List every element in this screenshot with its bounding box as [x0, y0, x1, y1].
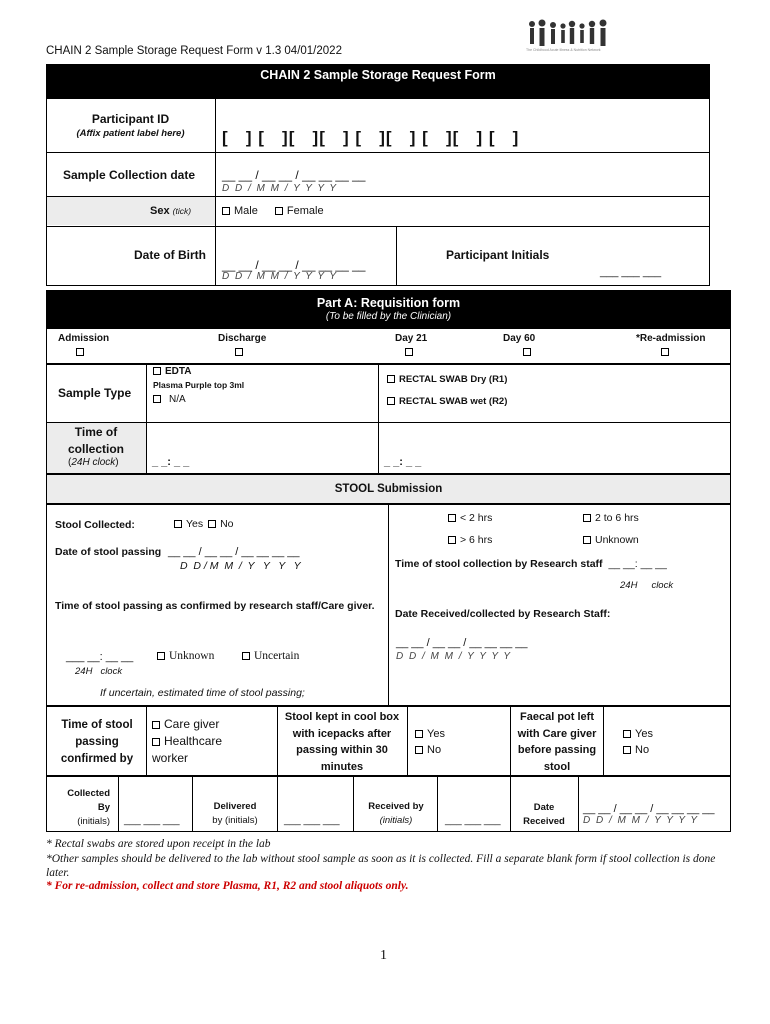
participant-id-field[interactable]: [ ] [ ][ ][ ] [ ][ ] [ ][ ] [ ] [222, 128, 520, 147]
stool-unknown-checkbox[interactable] [157, 652, 165, 660]
two-to-six-option: 2 to 6 hrs [583, 512, 639, 524]
form-title-bar [46, 64, 710, 99]
stool-passing-date-field[interactable]: __ __ / __ __ / __ __ __ __ [168, 546, 300, 558]
collection-date-label: Sample Collection date [63, 168, 196, 182]
male-checkbox[interactable] [222, 207, 230, 215]
logo-caption: The Childhood Acute Illness & Nutrition Network [526, 48, 601, 52]
sex-label: Sex (tick) [150, 205, 192, 217]
page-number: 1 [380, 948, 387, 963]
sample-type-label: Sample Type [58, 386, 132, 400]
dob-format: D D / M M / Y Y Y Y [222, 271, 338, 282]
received-by-label: Received by (initials) [368, 801, 424, 826]
chain-logo-icon [526, 18, 614, 58]
collection-date-format: D D / M M / Y Y Y Y [222, 183, 338, 194]
faecal-no-option: No [623, 744, 649, 756]
day60-checkbox[interactable] [523, 348, 531, 356]
stage-day21: Day 21 [395, 333, 428, 344]
collected-by-label: Collected By (initials) [67, 788, 110, 827]
icepack-yes-option: Yes [415, 728, 445, 740]
date-received-format: D D / M M / Y Y Y Y [583, 815, 699, 826]
initials-field[interactable]: ___ ___ ___ [600, 266, 662, 278]
document-header: CHAIN 2 Sample Storage Request Form v 1.3 04/01/2022 [46, 45, 342, 57]
stool-title-bar: STOOL Submission [46, 474, 731, 504]
two-to-six-checkbox[interactable] [583, 514, 591, 522]
stool-passing-date-format: D D / M M / Y Y Y Y [180, 560, 301, 572]
delivered-by-field[interactable]: ___ ___ ___ [284, 815, 340, 826]
faecal-no-checkbox[interactable] [623, 746, 631, 754]
female-checkbox[interactable] [275, 207, 283, 215]
note-other-samples: *Other samples should be delivered to the lab without stool sample as soon as it is collected. Fill a separate blank form if stool collection is done later. [46, 853, 716, 879]
worker-label: worker [152, 751, 189, 765]
research-time-field[interactable]: __ __: __ __ [608, 558, 667, 570]
unknown2-checkbox[interactable] [583, 536, 591, 544]
swab-dry-option: RECTAL SWAB Dry (R1) [387, 374, 507, 385]
edta-option: EDTA [153, 366, 191, 377]
icepack-no-option: No [415, 744, 441, 756]
stages-row [46, 328, 731, 364]
lt2-option: < 2 hrs [448, 512, 492, 524]
icepack-yes-checkbox[interactable] [415, 730, 423, 738]
stool-yes-checkbox[interactable] [174, 520, 182, 528]
time-clock-hint: (24H clock) [68, 457, 119, 468]
dob-field[interactable]: __ __ / __ __ / __ __ __ __ [222, 258, 366, 272]
admission-checkbox[interactable] [76, 348, 84, 356]
stage-readmission: *Re-admission [636, 333, 706, 344]
time-swab-field[interactable]: _ _: _ _ [384, 456, 422, 468]
faecal-yes-checkbox[interactable] [623, 730, 631, 738]
participant-id-hint: (Affix patient label here) [76, 128, 185, 139]
note-rectal-swabs: * Rectal swabs are stored upon receipt in the lab [46, 838, 271, 850]
stool-collected-options: Yes No [174, 518, 234, 530]
stool-confirmed-time-label: Time of stool passing as confirmed by research staff/Care giver. [55, 600, 375, 612]
stool-collected-label: Stool Collected: [55, 519, 135, 531]
stool-uncertain-note: If uncertain, estimated time of stool passing; [100, 687, 305, 699]
stool-unknown-option: Unknown [157, 650, 214, 662]
research-time-label: Time of stool collection by Research staff [395, 558, 603, 570]
date-received-label: Date Received [523, 802, 565, 827]
swab-wet-option: RECTAL SWAB wet (R2) [387, 396, 507, 407]
plasma-label: Plasma Purple top 3ml [153, 380, 245, 390]
received-date-field[interactable]: __ __ / __ __ / __ __ __ __ [396, 637, 528, 649]
care-giver-option: Care giver [152, 717, 219, 731]
icepack-label: Stool kept in cool box with icepacks after passing within 30 minutes [284, 711, 400, 773]
swab-dry-checkbox[interactable] [387, 375, 395, 383]
gt6-option: > 6 hrs [448, 534, 492, 546]
healthcare-option: Healthcare [152, 734, 222, 748]
participant-id-label: Participant ID [91, 112, 170, 126]
part-a-bar [46, 290, 731, 328]
day21-checkbox[interactable] [405, 348, 413, 356]
stool-no-checkbox[interactable] [208, 520, 216, 528]
stool-uncertain-option: Uncertain [242, 650, 299, 662]
care-giver-checkbox[interactable] [152, 721, 160, 729]
faecal-pot-label: Faecal pot left with Care giver before passing stool [517, 711, 597, 773]
stage-discharge: Discharge [218, 333, 267, 344]
stage-admission: Admission [58, 333, 110, 344]
part-a-title: Part A: Requisition form [316, 296, 461, 310]
received-by-field[interactable]: ___ ___ ___ [445, 815, 501, 826]
faecal-yes-option: Yes [623, 728, 653, 740]
male-label: Male [234, 205, 258, 217]
received-date-format: D D / M M / Y Y Y Y [396, 651, 512, 662]
stage-day60: Day 60 [503, 333, 536, 344]
initials-label: Participant Initials [446, 248, 550, 262]
unknown2-option: Unknown [583, 534, 639, 546]
research-time-row [395, 558, 667, 570]
healthcare-checkbox[interactable] [152, 738, 160, 746]
stool-uncertain-checkbox[interactable] [242, 652, 250, 660]
sex-options [222, 205, 324, 217]
time-of-collection-label: Time of collection [67, 425, 124, 456]
form-title: CHAIN 2 Sample Storage Request Form [260, 68, 496, 82]
female-label: Female [286, 205, 324, 217]
stool-time-field[interactable]: ___ __: __ __ [66, 651, 134, 663]
delivered-by-label: Delivered by (initials) [212, 801, 258, 826]
swab-wet-checkbox[interactable] [387, 397, 395, 405]
gt6-checkbox[interactable] [448, 536, 456, 544]
na-checkbox[interactable] [153, 395, 161, 403]
icepack-no-checkbox[interactable] [415, 746, 423, 754]
time-edta-field[interactable]: _ _: _ _ [152, 456, 190, 468]
received-date-label: Date Received/collected by Research Staff: [395, 608, 611, 620]
stool-clock-hint: 24H clock [75, 666, 123, 677]
research-clock-hint: 24H clock [620, 580, 674, 591]
note-readmission: * For re-admission, collect and store Plasma, R1, R2 and stool aliquots only. [46, 880, 409, 892]
date-received-field[interactable]: __ __ / __ __ / __ __ __ __ [583, 803, 715, 815]
confirmed-by-label: Time of stool passing confirmed by [60, 719, 134, 765]
stool-passing-date-label: Date of stool passing [55, 546, 162, 558]
dob-label: Date of Birth [134, 248, 206, 262]
part-a-subtitle: (To be filled by the Clinician) [325, 311, 452, 322]
discharge-checkbox[interactable] [235, 348, 243, 356]
na-option: N/A [153, 394, 186, 405]
collected-by-field[interactable]: ___ ___ ___ [124, 815, 180, 826]
edta-checkbox[interactable] [153, 367, 161, 375]
collection-date-field[interactable]: __ __ / __ __ / __ __ __ __ [222, 168, 366, 182]
lt2-checkbox[interactable] [448, 514, 456, 522]
readmission-checkbox[interactable] [661, 348, 669, 356]
